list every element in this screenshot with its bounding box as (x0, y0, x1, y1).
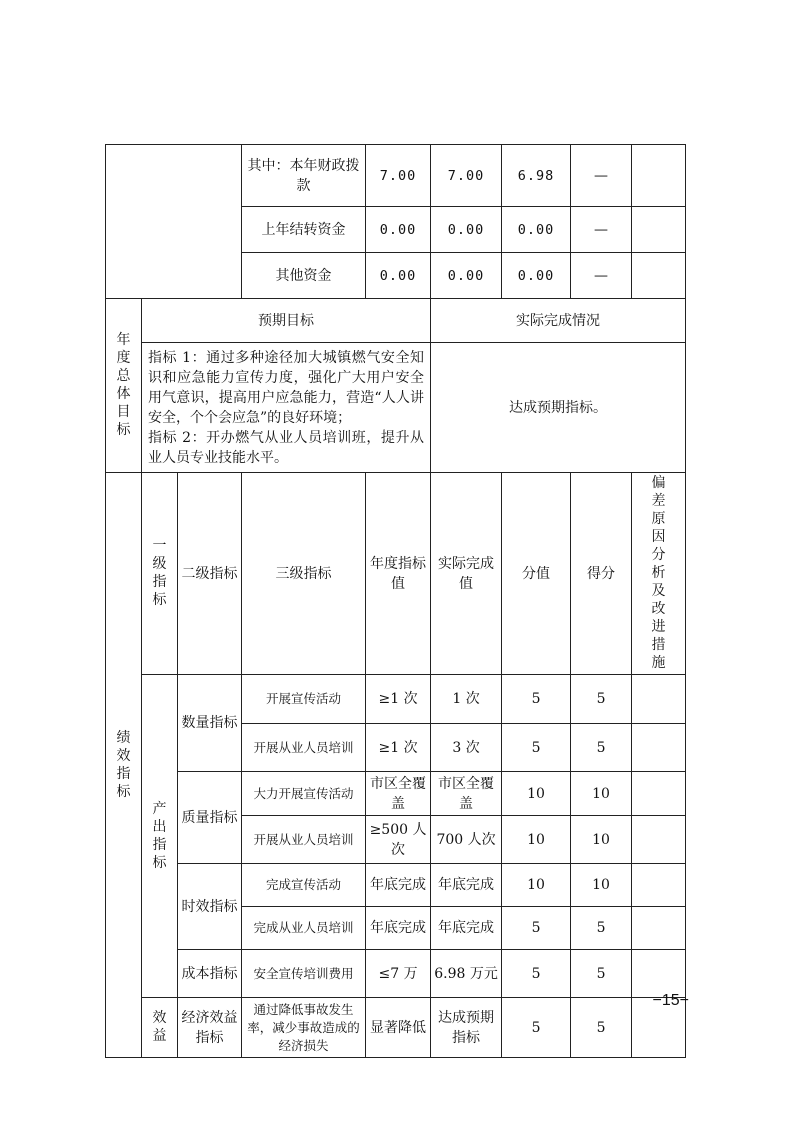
fund-value: 0.00 (431, 207, 502, 253)
goal-indicator-1: 指标 1：通过多种途径加大城镇燃气安全知识和应急能力宣传力度，强化广大用户安全用气意识，提高用户应急能力，营造“人人讲安全，个个会应急”的良好环境； (148, 349, 425, 426)
level3-cell: 大力开展宣传活动 (242, 772, 366, 816)
header-score: 得分 (571, 473, 632, 675)
target-cell: ≥1 次 (366, 675, 431, 724)
target-cell: 显著降低 (366, 998, 431, 1058)
performance-section-label: 绩效指标 (106, 473, 142, 1058)
actual-completion-header: 实际完成情况 (431, 299, 686, 343)
actual-cell: 达成预期指标 (431, 998, 502, 1058)
page-number: −15− (652, 992, 689, 1009)
actual-cell: 3 次 (431, 724, 502, 772)
fund-value: — (571, 145, 632, 207)
weight-cell: 5 (502, 675, 571, 724)
target-cell: ≤7 万 (366, 950, 431, 998)
table-row (106, 675, 686, 724)
blank-cell (632, 145, 686, 207)
goals-section-label: 年度总体目标 (106, 299, 142, 473)
level2-cell: 质量指标 (178, 772, 242, 864)
score-cell: 5 (571, 998, 632, 1058)
fund-value: 0.00 (366, 207, 431, 253)
fund-value: 0.00 (502, 207, 571, 253)
header-level2: 二级指标 (178, 473, 242, 675)
fund-label: 其中：本年财政拨款 (242, 145, 366, 207)
goal-indicator-2: 指标 2：开办燃气从业人员培训班，提升从业人员专业技能水平。 (148, 429, 425, 466)
fund-row (106, 145, 686, 207)
weight-cell: 10 (502, 816, 571, 864)
weight-cell: 10 (502, 772, 571, 816)
level2-cell: 数量指标 (178, 675, 242, 772)
score-cell: 10 (571, 864, 632, 907)
weight-cell: 10 (502, 864, 571, 907)
actual-cell: 6.98 万元 (431, 950, 502, 998)
level3-cell: 完成从业人员培训 (242, 907, 366, 950)
actual-cell: 1 次 (431, 675, 502, 724)
level3-cell: 完成宣传活动 (242, 864, 366, 907)
fund-value: 0.00 (431, 253, 502, 299)
weight-cell: 5 (502, 724, 571, 772)
performance-table (105, 144, 686, 1058)
actual-cell: 年底完成 (431, 864, 502, 907)
deviation-cell (632, 907, 686, 950)
benefit-indicator-label: 效益 (142, 998, 178, 1058)
fund-value: 6.98 (502, 145, 571, 207)
header-score-weight: 分值 (502, 473, 571, 675)
blank-cell (632, 207, 686, 253)
fund-value: — (571, 253, 632, 299)
level3-cell: 安全宣传培训费用 (242, 950, 366, 998)
blank-cell (106, 145, 242, 299)
output-indicator-label: 产出指标 (142, 675, 178, 998)
actual-completion-text: 达成预期指标。 (431, 343, 686, 473)
level3-cell: 通过降低事故发生率，减少事故造成的经济损失 (242, 998, 366, 1058)
fund-value: 7.00 (366, 145, 431, 207)
target-cell: ≥500 人次 (366, 816, 431, 864)
weight-cell: 5 (502, 907, 571, 950)
score-cell: 10 (571, 816, 632, 864)
score-cell: 10 (571, 772, 632, 816)
table-row (106, 950, 686, 998)
deviation-cell (632, 816, 686, 864)
level3-cell: 开展从业人员培训 (242, 816, 366, 864)
level3-cell: 开展从业人员培训 (242, 724, 366, 772)
actual-cell: 700 人次 (431, 816, 502, 864)
header-level3: 三级指标 (242, 473, 366, 675)
expected-goal-header: 预期目标 (142, 299, 431, 343)
target-cell: 市区全覆盖 (366, 772, 431, 816)
target-cell: 年底完成 (366, 864, 431, 907)
header-target: 年度指标值 (366, 473, 431, 675)
fund-value: — (571, 207, 632, 253)
deviation-cell (632, 772, 686, 816)
header-deviation: 偏差原因分析及改进措施 (632, 473, 686, 675)
goals-header-row (106, 299, 686, 343)
deviation-cell (632, 675, 686, 724)
header-level1: 一级指标 (142, 473, 178, 675)
score-cell: 5 (571, 675, 632, 724)
weight-cell: 5 (502, 998, 571, 1058)
fund-label: 上年结转资金 (242, 207, 366, 253)
weight-cell: 5 (502, 950, 571, 998)
table-row (106, 864, 686, 907)
deviation-cell (632, 864, 686, 907)
level3-cell: 开展宣传活动 (242, 675, 366, 724)
table-row (106, 998, 686, 1058)
header-actual: 实际完成值 (431, 473, 502, 675)
level2-cell: 时效指标 (178, 864, 242, 950)
score-cell: 5 (571, 950, 632, 998)
target-cell: 年底完成 (366, 907, 431, 950)
level2-cell: 经济效益指标 (178, 998, 242, 1058)
fund-value: 7.00 (431, 145, 502, 207)
deviation-cell (632, 724, 686, 772)
deviation-cell (632, 950, 686, 998)
score-cell: 5 (571, 907, 632, 950)
table-row (106, 772, 686, 816)
fund-value: 0.00 (366, 253, 431, 299)
level2-cell: 成本指标 (178, 950, 242, 998)
score-cell: 5 (571, 724, 632, 772)
fund-value: 0.00 (502, 253, 571, 299)
actual-cell: 市区全覆盖 (431, 772, 502, 816)
actual-cell: 年底完成 (431, 907, 502, 950)
blank-cell (632, 253, 686, 299)
fund-label: 其他资金 (242, 253, 366, 299)
goals-content-row (106, 343, 686, 473)
target-cell: ≥1 次 (366, 724, 431, 772)
performance-header-row (106, 473, 686, 675)
expected-goal-text (142, 343, 431, 473)
